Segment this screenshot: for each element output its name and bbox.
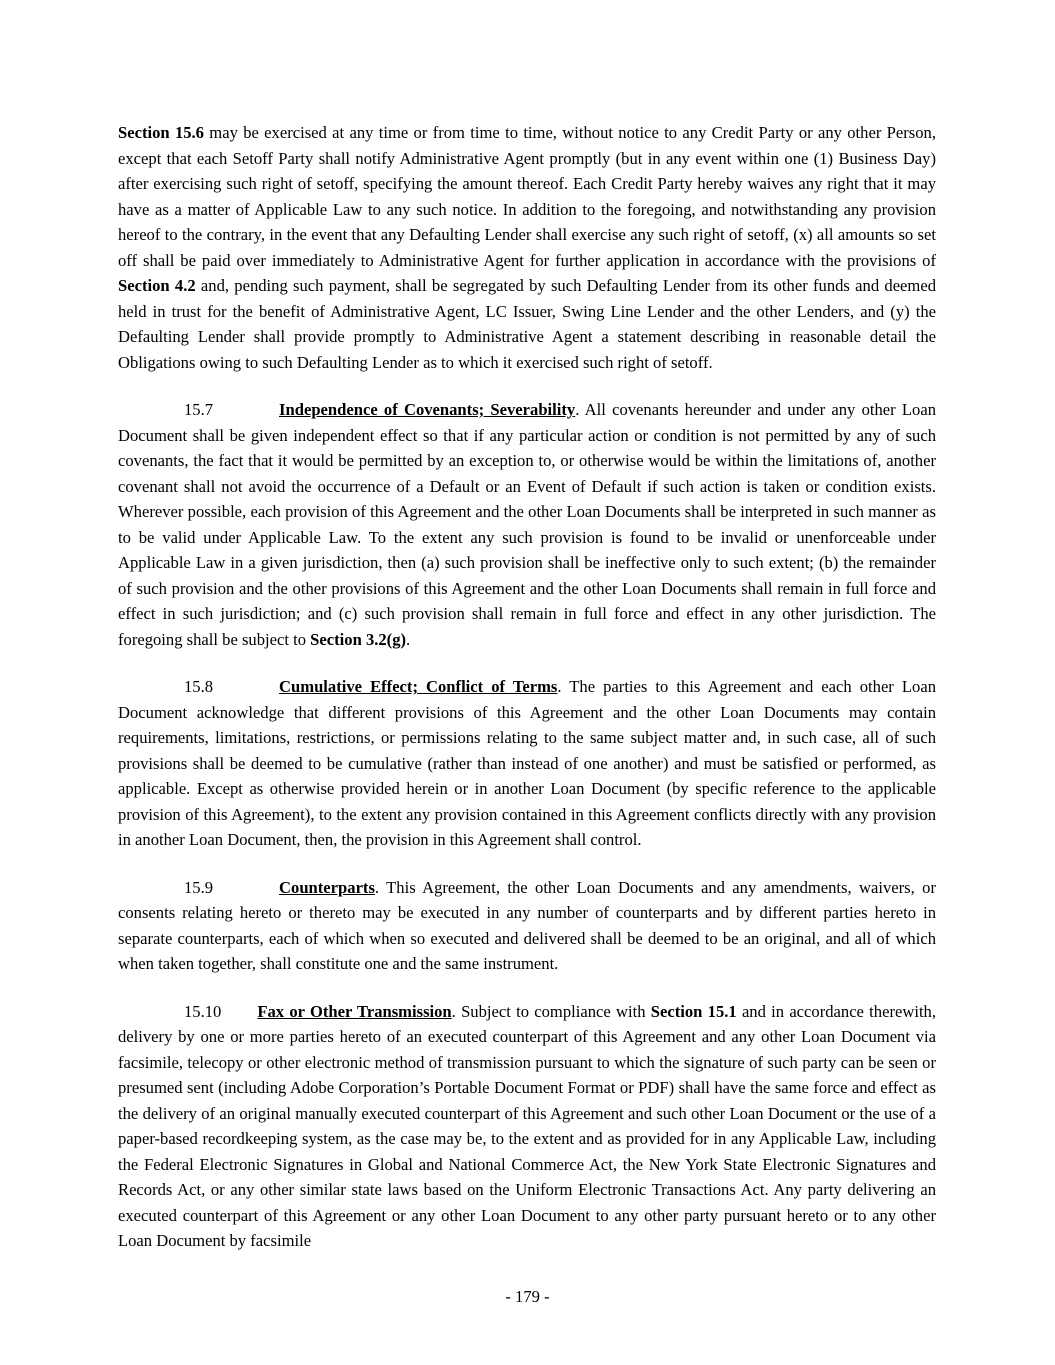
inline-text: . (406, 629, 411, 649)
paragraph-section-15-8 (118, 674, 936, 853)
inline-text: . This Agreement, the other Loan Documents and any amendments, waivers, or consents relating hereto or thereto may be executed in any number of counterparts and by different parties hereto in separate counterparts, each of which when so executed and delivered shall be deemed to be an original, and all of which when taken together, shall constitute one and the same instrument. (118, 877, 936, 973)
paragraph-text (118, 677, 936, 849)
paragraph-section-15-9 (118, 875, 936, 977)
section-number-15-10: 15.10 (184, 1001, 222, 1021)
section-heading-15-10: Fax or Other Transmission (257, 1001, 452, 1021)
inline-text: . All covenants hereunder and under any other Loan Document shall be given independent effect so that if any particular action or condition is not permitted by any of such covenants, the fact that it would be permitted by an exception to, or otherwise would be within the limitations of, another covenant shall not avoid the occurrence of a Default or an Event of Default if such action is taken or condition exists. Wherever possible, each provision of this Agreement and the other Loan Documents shall be interpreted in such manner as to be valid under Applicable Law. To the extent any such provision is found to be invalid or unenforceable under Applicable Law in a given jurisdiction, then (a) such provision shall be ineffective only to such extent; (b) the remainder of such provision and the other provisions of this Agreement and the other Loan Documents shall remain in full force and effect in such jurisdiction; and (c) such provision shall remain in full force and effect in any other jurisdiction. The foregoing shall be subject to (118, 400, 936, 649)
document-body (118, 120, 936, 1254)
section-number-15-9: 15.9 (184, 877, 214, 897)
paragraph-section-15-7 (118, 397, 936, 652)
paragraph-text (118, 123, 936, 372)
paragraph-section-15-10 (118, 999, 936, 1254)
section-number-15-8: 15.8 (184, 677, 214, 696)
inline-text: and, pending such payment, shall be segregated by such Defaulting Lender from its other funds and deemed held in trust for the benefit of Administrative Agent, LC Issuer, Swing Line Lender and the other Lenders, and (y) the Defaulting Lender shall provide promptly to Administrative Agent a statement describing in reasonable detail the Obligations owing to such Defaulting Lender as to which it exercised such right of setoff. (118, 276, 936, 372)
section-heading-15-8: Cumulative Effect; Conflict of Terms (279, 677, 558, 696)
paragraph-text (118, 1002, 936, 1251)
paragraph-text (118, 400, 936, 649)
inline-section-reference: Section 15.1 (650, 1001, 737, 1021)
inline-section-reference: Section 4.2 (118, 276, 196, 295)
section-heading-15-9: Counterparts (279, 877, 375, 897)
inline-section-reference: Section 3.2(g) (310, 629, 407, 649)
inline-text: and in accordance therewith, delivery by one or more parties hereto of an executed counterpart of this Agreement and any other Loan Document via facsimile, telecopy or other electronic method of transmission pursuant to which the signature of such party can be seen or presumed sent (including Adobe Corporation’s Portable Document Format or PDF) shall have the same force and effect as the delivery of an original manually executed counterpart of this Agreement and such other Loan Document or the use of a paper-based recordkeeping system, as the case may be, to the extent and as provided for in any Applicable Law, including the Federal Electronic Signatures in Global and National Commerce Act, the New York State Electronic Signatures and Records Act, or any other similar state laws based on the Uniform Electronic Transactions Act. Any party delivering an executed counterpart of this Agreement or any other Loan Document to any other party pursuant hereto or to any other Loan Document by facsimile (118, 1001, 936, 1250)
page-footer (0, 1287, 1055, 1307)
inline-text: . The parties to this Agreement and each other Loan Document acknowledge that different provisions of this Agreement and the other Loan Documents may contain requirements, limitations, restrictions, or permissions relating to the same subject matter and, in such case, all of such provisions shall be deemed to be cumulative (rather than instead of one another) and must be satisfied or performed, as applicable. Except as otherwise provided herein or in another Loan Document (by specific reference to the applicable provision of this Agreement), to the extent any provision contained in this Agreement conflicts directly with any provision in another Loan Document, then, the provision in this Agreement shall control. (118, 677, 936, 849)
inline-text: may be exercised at any time or from time to time, without notice to any Credit Party or any other Person, except that each Setoff Party shall notify Administrative Agent promptly (but in any event within one (1) Business Day) after exercising such right of setoff, specifying the amount thereof. Each Credit Party hereby waives any right that it may have as a matter of Applicable Law to any such notice. In addition to the foregoing, and notwithstanding any provision hereof to the contrary, in the event that any Defaulting Lender shall exercise any such right of setoff, (x) all amounts so set off shall be paid over immediately to Administrative Agent for further application in accordance with the provisions of (118, 123, 936, 270)
section-reference-15-6: Section 15.6 (118, 123, 204, 142)
paragraph-section-15-6-continued (118, 120, 936, 375)
section-number-15-7: 15.7 (184, 400, 214, 419)
inline-text: . Subject to compliance with (451, 1001, 651, 1021)
paragraph-text (118, 878, 936, 974)
section-heading-15-7: Independence of Covenants; Severability (279, 400, 576, 419)
page-number: - 179 - (505, 1287, 550, 1306)
